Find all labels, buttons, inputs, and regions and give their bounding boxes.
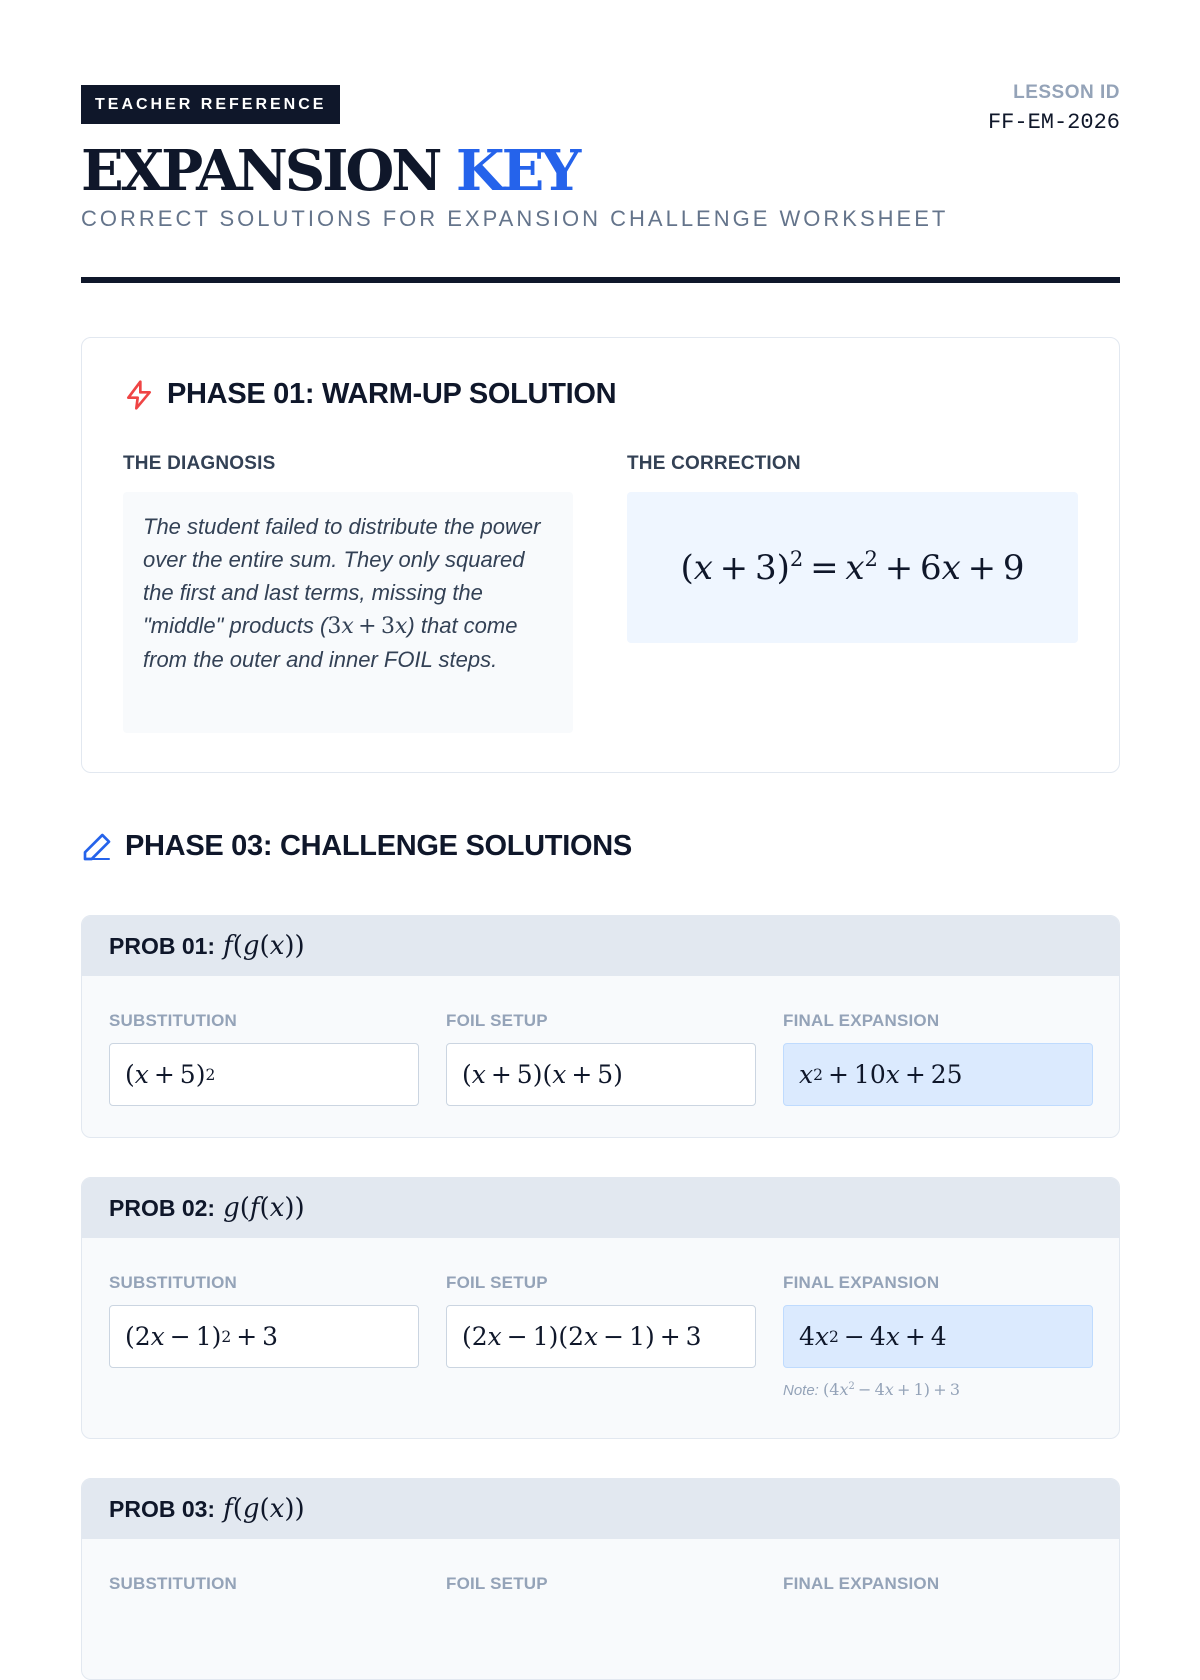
- lesson-id-value: FF-EM-2026: [987, 110, 1120, 135]
- substitution-label: SUBSTITUTION: [109, 1574, 238, 1593]
- substitution-label: SUBSTITUTION: [109, 1011, 238, 1030]
- phase-03-header: [81, 830, 632, 863]
- foil-step: [446, 1574, 756, 1594]
- phase-01-title: PHASE 01: WARM-UP SOLUTION: [167, 378, 617, 410]
- page-subtitle: CORRECT SOLUTIONS FOR EXPANSION CHALLENGE WORKSHEET: [81, 206, 949, 231]
- correction-formula: [627, 492, 1078, 643]
- final-value: x 2 + 10 x + 25: [783, 1043, 1093, 1106]
- worksheet-page: [81, 0, 1120, 1593]
- foil-step: [446, 1011, 756, 1106]
- foil-label: FOIL SETUP: [446, 1273, 548, 1292]
- diagnosis-label: THE DIAGNOSIS: [123, 453, 276, 474]
- foil-label: FOIL SETUP: [446, 1574, 548, 1593]
- pencil-icon: [81, 831, 113, 863]
- lesson-info: [988, 82, 1120, 135]
- problem-01-card: [81, 915, 1120, 1138]
- diagnosis-text: [123, 492, 573, 733]
- foil-value: (2 x − 1)(2 x − 1) + 3: [446, 1305, 756, 1368]
- phase-01-header: [123, 378, 616, 411]
- final-label: FINAL EXPANSION: [783, 1273, 940, 1292]
- header-divider: [81, 277, 1120, 283]
- phase-03-title: PHASE 03: CHALLENGE SOLUTIONS: [125, 830, 632, 862]
- diagnosis-text-part: The student failed to distribute the power over the entire sum. They only squared the first and last terms, missing the "middle" products (: [143, 514, 541, 638]
- final-step: [783, 1574, 1093, 1594]
- final-label: FINAL EXPANSION: [783, 1011, 940, 1030]
- final-note: [783, 1380, 1093, 1399]
- problem-label: PROB 02:: [109, 1194, 216, 1221]
- foil-value: ( x + 5)( x + 5): [446, 1043, 756, 1106]
- substitution-value: ( x + 5) 2: [109, 1043, 419, 1106]
- note-math: $(4x^2 - 4x + 1) + 3$: [823, 1380, 961, 1399]
- page-header: [81, 0, 1120, 285]
- final-label: FINAL EXPANSION: [783, 1574, 940, 1593]
- problem-function: g(f(x)): [223, 1193, 305, 1223]
- diagnosis-text-part: ) that come from the outer and inner FOIL steps.: [143, 613, 518, 672]
- problem-01-header: [82, 916, 1119, 976]
- lightning-icon: [123, 379, 155, 411]
- final-step: [783, 1273, 1093, 1399]
- foil-label: FOIL SETUP: [446, 1011, 548, 1030]
- problem-03-card: [81, 1478, 1120, 1680]
- foil-step: [446, 1273, 756, 1368]
- page-title: [81, 140, 578, 202]
- problem-label: PROB 01:: [109, 932, 216, 959]
- problem-02-header: [82, 1178, 1119, 1238]
- substitution-step: [109, 1011, 419, 1106]
- title-accent: KEY: [455, 138, 579, 204]
- note-prefix: Note:: [783, 1382, 819, 1399]
- problem-03-header: [82, 1479, 1119, 1539]
- final-value: 4 x 2 − 4 x + 4: [783, 1305, 1093, 1368]
- phase-01-card: [81, 337, 1120, 773]
- substitution-step: [109, 1273, 419, 1368]
- teacher-reference-tag: TEACHER REFERENCE: [81, 85, 340, 124]
- correction-math: $(x + 3)^2 = x^2 + 6x + 9$: [680, 545, 1025, 588]
- substitution-label: SUBSTITUTION: [109, 1273, 238, 1292]
- problem-function: f(g(x)): [223, 931, 305, 961]
- lesson-id-label: LESSON ID: [1013, 82, 1120, 103]
- title-main: EXPANSION: [81, 138, 440, 204]
- problem-02-card: [81, 1177, 1120, 1439]
- diagnosis-math: 3x + 3x: [327, 614, 408, 639]
- final-step: [783, 1011, 1093, 1106]
- substitution-value: (2 x − 1) 2 + 3: [109, 1305, 419, 1368]
- correction-label: THE CORRECTION: [627, 453, 801, 474]
- substitution-step: [109, 1574, 419, 1594]
- problem-label: PROB 03:: [109, 1495, 216, 1522]
- problem-function: f(g(x)): [223, 1494, 305, 1524]
